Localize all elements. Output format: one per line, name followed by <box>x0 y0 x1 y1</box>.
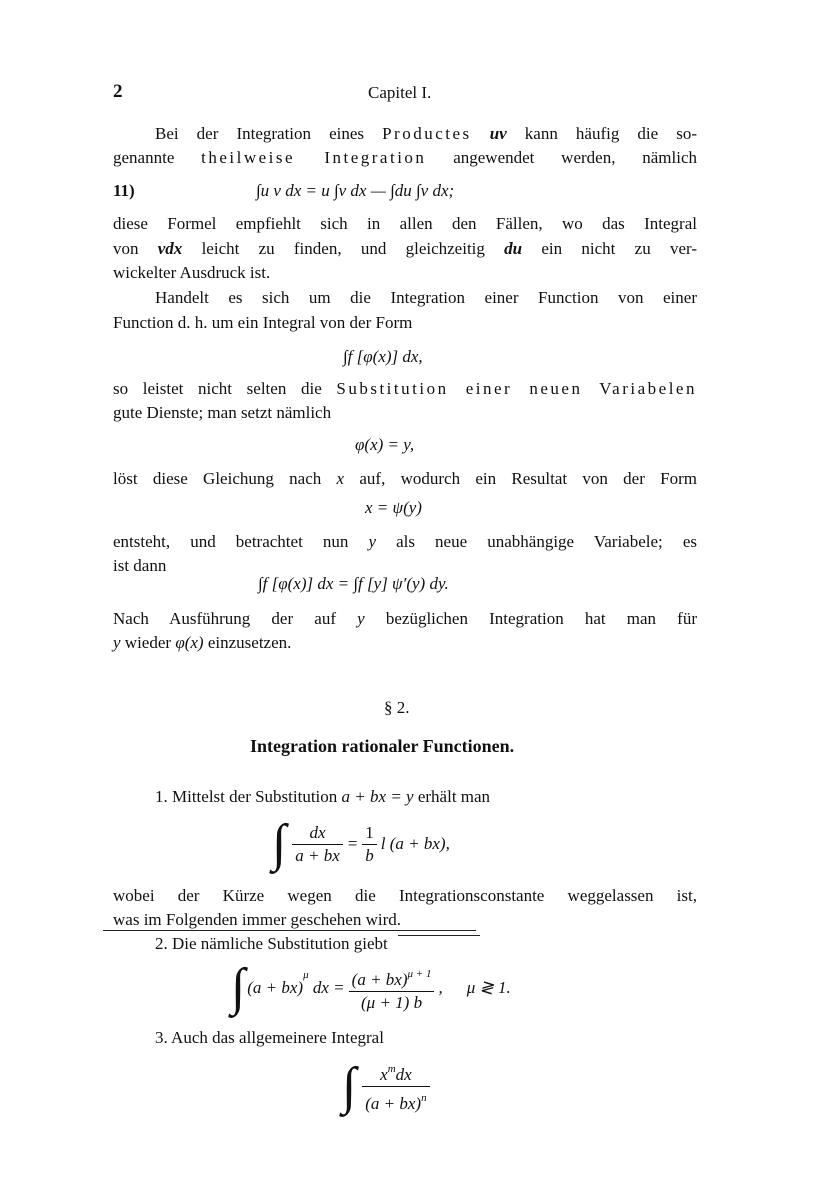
paragraph-line: wickelter Ausdruck ist. <box>113 263 271 282</box>
page-number: 2 <box>113 81 123 102</box>
equation-item3: ∫ $\frac{x^mdx}{(a + bx)^n}$ <box>342 1058 434 1114</box>
paragraph-line: Bei der Integration eines Productes uv kann häufig die so- <box>155 124 697 143</box>
paragraph-line: genannte theilweise Integration angewendet werden, nämlich <box>113 148 697 167</box>
list-item: 2. Die nämliche Substitution giebt <box>155 934 388 953</box>
equation-transform: ∫f [φ(x)] dx = ∫f [y] ψ′(y) dy. <box>258 574 449 593</box>
paragraph-line: wobei der Kürze wegen die Integrationsconstante weggelassen ist, <box>113 886 697 905</box>
equation-partial-integration: ∫u v dx = u ∫v dx — ∫du ∫v dx; <box>256 181 455 200</box>
paragraph-line: Handelt es sich um die Integration einer Function von einer <box>155 288 697 307</box>
equation-integral-form: ∫f [φ(x)] dx, <box>343 347 423 366</box>
equation-inverse: x = ψ(y) <box>365 498 422 517</box>
handwritten-underline <box>103 930 476 931</box>
paragraph-line: y wieder φ(x) einzusetzen. <box>113 633 292 652</box>
handwritten-underline <box>398 935 480 936</box>
list-item: 3. Auch das allgemeinere Integral <box>155 1028 384 1047</box>
section-number: § 2. <box>384 698 410 717</box>
equation-item2: ∫ (a + bx)$^\mu$ dx = $\frac{(a + bx)^{\mu + 1}}{(\mu + 1) b}$ , μ ≷ 1. <box>231 959 511 1016</box>
paragraph-line: löst diese Gleichung nach x auf, wodurch ein Resultat von der Form <box>113 469 698 488</box>
paragraph-line: ist dann <box>113 556 167 575</box>
paragraph-line: von vdx leicht zu finden, und gleichzeitig du ein nicht zu ver- <box>113 239 697 258</box>
running-title: Capitel I. <box>368 83 432 102</box>
paragraph-line: gute Dienste; man setzt nämlich <box>113 403 332 422</box>
equation-number: 11) <box>113 181 135 200</box>
paragraph-line: Nach Ausführung der auf y bezüglichen Integration hat man für <box>113 609 698 628</box>
equation-item1: ∫ $\frac{dx}{a + bx}$ = $\frac{1}{b}$ l (a + bx), <box>272 815 450 872</box>
list-item: 1. Mittelst der Substitution a + bx = y erhält man <box>155 787 491 806</box>
section-title: Integration rationaler Functionen. <box>250 736 515 756</box>
paragraph-line: entsteht, und betrachtet nun y als neue unabhängige Variabele; es <box>113 532 698 551</box>
paragraph-line: diese Formel empfiehlt sich in allen den Fällen, wo das Integral <box>113 214 697 233</box>
paragraph-line: Function d. h. um ein Integral von der Form <box>113 313 413 332</box>
paragraph-line: was im Folgenden immer geschehen wird. <box>113 910 401 929</box>
equation-substitution: φ(x) = y, <box>355 435 415 454</box>
paragraph-line: so leistet nicht selten die Substitution einer neuen Variabelen <box>113 379 697 398</box>
